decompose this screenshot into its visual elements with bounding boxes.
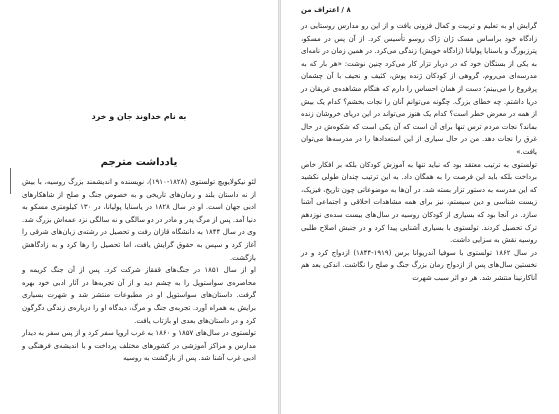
translator-note-heading: یادداشت مترجم (100, 157, 178, 168)
body-paragraph: گرایش او به تعلیم و تربیت و کمال فزونی یافت و از این رو مدارس روستایی در زادگاه خود براساس مسک ژان ژاک روسو تأسیس کرد. از آن پس در مسکو، پترزبورگ و یاسنایا پولیانا (زادگاه خویش) زندگی می‌کرد. در همین زمان در نامه‌ای به یکی از بستگان خود که در دربار تزار کار می‌کرد چنین نوشت: «هر بار که به مدرسه‌ای می‌روم، گروهی از کودکان ژنده پوش، کثیف و نحیف با آن چشمان پرفروغ را می‌بینم؛ دست از همان احساس را دارم که هنگام مشاهده‌ی غریقان در دریا داشتم. چه خطای بزرگ. چگونه می‌توانم آنان را نجات بخشم؟ کدام یک بیش از همه در معرض خطر است؟ کدام یک هنوز می‌تواند در این دریای خروشان زنده بماند؟ نجات مردم ترس تنها برای آن است که آن یکی است که شکوه‌ش در حال غرق را نجات دهد. من در حال سیاری از این استعدادها را در مدرسه‌ها می‌توان یافت.» (301, 22, 537, 156)
dedication-line: به نام خداوند جان و خرد (91, 112, 187, 121)
body-paragraph: لئو نیکولایویچ تولستوی (۱۸۲۸-۱۹۱۰)، نویسنده و اندیشمند بزرگ روسیه، با بیش از نه داستان بلند و رمان‌های تاریخی و به خصوص جنگ و صلح از شاهکارهای ادبی جهان است. او در سال ۱۸۲۸ در یاسنایا پولیانا، در ۱۳۰ کیلومتری مسکو به دنیا آمد. پس از مرگ پدر و مادر در دو سالگی و نه سالگی نزد عمه‌اش بزرگ شد. وی در سال ۱۸۴۴ به دانشگاه قازان رفت و تحصیل در رشته‌ی زبان‌های شرقی را آغاز کرد و سپس به حقوق گرایش یافت، اما تحصیل را رها کرد و به زادگاهش بازگشت. (22, 178, 256, 262)
body-paragraph: او از سال ۱۸۵۱ در جنگ‌های قفقاز شرکت کرد. پس از آن جنگ کریمه و محاصره‌ی سواستوپل را به چشم دید و از آن تجربه‌ها در آثار ادبی خود بهره گرفت. داستان‌های سواستوپل او در مطبوعات منتشر شد و شهرت بسیاری برایش به همراه آورد. تجربه‌ی جنگ و مرگ، دیدگاه او را درباره‌ی زندگی دگرگون کرد و در داستان‌های بعدی او بازتاب یافت. (22, 266, 256, 325)
body-paragraph: تولستوی در سال‌های ۱۸۵۷ و ۱۸۶۰ به غرب اروپا سفر کرد و از پس سفر به دیدار مدارس و مراکز آموزشی در کشورهای مختلف پرداخت و با اندیشه‌ی فرهنگی و ادبی غرب آشنا شد. پس از بازگشت به روسیه (22, 329, 256, 363)
right-page (281, 0, 559, 414)
left-page (0, 0, 278, 414)
margin-mark (10, 168, 11, 194)
running-head: ۸ / اعتراف من (301, 6, 351, 14)
body-paragraph: تولستوی به ترتیب معتقد بود که نباید تنها به آموزش کودکان بلکه بر افکار خاص برداخت بلکه باید این فرصت را به همگان داد. به این ترتیب چندان طولی نکشید که این مدرسه به دستور تزار بسته شد. در آن‌ها به موضوعاتی چون تاریخ، فیزیک، زیست شناسی و دین سیستم، نیز برای همه مشاهدات اخلاقی و اجتماعی آشنا سازد. در آنجا بود که بسیاری از کودکان روسیه در سال‌های بیست سده‌ی نوزدهم ترک تحصیل کردند. تولستوی با بسیاری آشنایی پیدا کرد و در جنبش اصلاح طلبی روسیه نقش به سزایی داشت. (301, 160, 537, 245)
body-paragraph: در سال ۱۸۶۲ تولستوی با سوفیا آندریوانا برس (۱۹۱۹-۱۸۴۴) ازدواج کرد و در نخستین سال‌های پس از ازدواج رمان بزرگ جنگ و صلح را نگاشت. اندکی بعد هم آناکارنینا منتشر شد. هر دو اثر سبب شهرت (301, 248, 537, 282)
